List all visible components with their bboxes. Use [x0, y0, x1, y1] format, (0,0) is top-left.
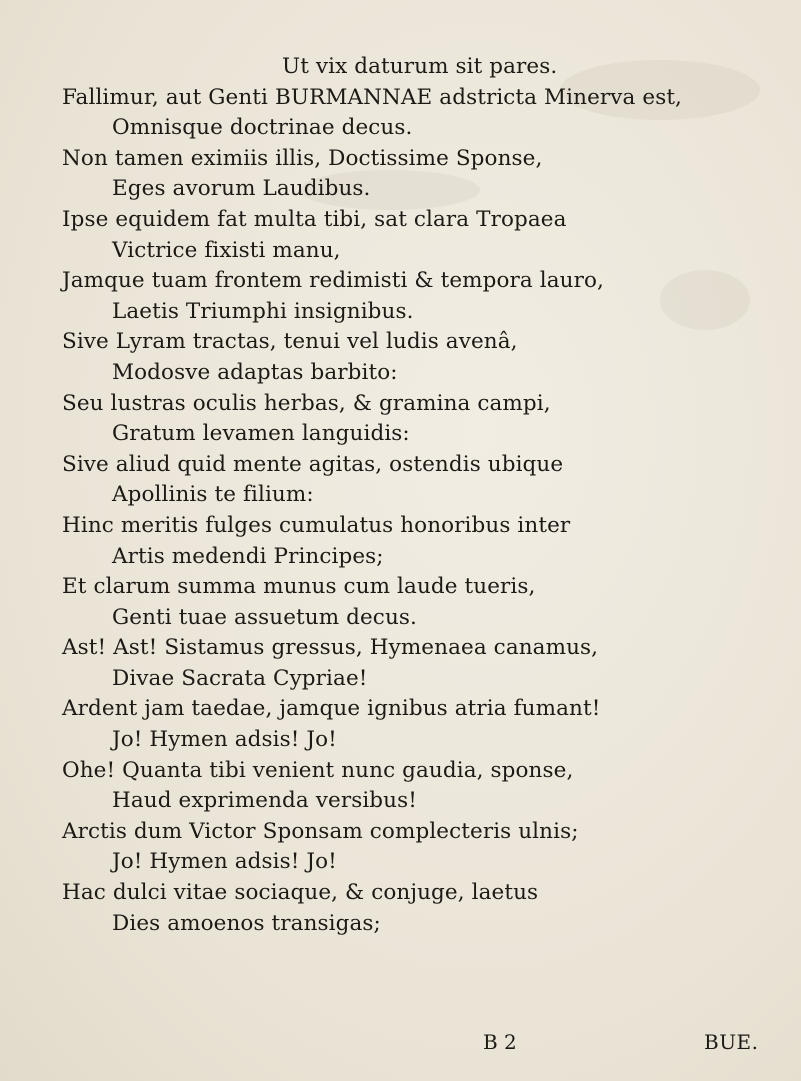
poem-line: Seu lustras oculis herbas, & gramina campi,: [62, 390, 551, 416]
poem-line: Apollinis te filium:: [112, 482, 314, 508]
signature-mark: B 2: [483, 1030, 517, 1054]
poem-line: Haud exprimenda versibus!: [112, 788, 417, 814]
poem-text: [62, 52, 762, 939]
poem-line: Jo! Hymen adsis! Jo!: [112, 849, 337, 875]
poem-line: Modosve adaptas barbito:: [112, 359, 398, 385]
poem-line: Laetis Triumphi insignibus.: [112, 298, 414, 324]
poem-line: Omnisque doctrinae decus.: [112, 115, 413, 141]
poem-line: Sive Lyram tractas, tenui vel ludis avenâ,: [62, 329, 518, 355]
poem-line: Et clarum summa munus cum laude tueris,: [62, 574, 536, 600]
poem-line: Sive aliud quid mente agitas, ostendis ubique: [62, 451, 564, 477]
poem-line: Fallimur, aut Genti BURMANNAE adstricta Minerva est,: [62, 84, 682, 110]
poem-line: Ohe! Quanta tibi venient nunc gaudia, sponse,: [62, 757, 574, 783]
poem-line: Ast! Ast! Sistamus gressus, Hymenaea canamus,: [62, 635, 599, 661]
poem-line: Divae Sacrata Cypriae!: [112, 665, 368, 691]
poem-line: Ut vix daturum sit pares.: [282, 54, 558, 79]
catchword: BUE.: [704, 1030, 759, 1054]
poem-line: Victrice fixisti manu,: [112, 237, 341, 263]
poem-line: Dies amoenos transigas;: [112, 910, 381, 936]
poem-line: Hinc meritis fulges cumulatus honoribus inter: [62, 512, 571, 538]
poem-line: Ardent jam taedae, jamque ignibus atria fumant!: [62, 696, 601, 722]
poem-line: Jamque tuam frontem redimisti & tempora lauro,: [62, 268, 604, 294]
poem-line: Jo! Hymen adsis! Jo!: [112, 727, 337, 753]
poem-line: Arctis dum Victor Sponsam complecteris ulnis;: [62, 818, 579, 844]
poem-line: Eges avorum Laudibus.: [112, 176, 371, 202]
poem-line: Artis medendi Principes;: [112, 543, 384, 569]
page-footer: [0, 1030, 801, 1060]
poem-line: Genti tuae assuetum decus.: [112, 604, 417, 630]
poem-line: Gratum levamen languidis:: [112, 421, 410, 447]
poem-line: Non tamen eximiis illis, Doctissime Sponse,: [62, 145, 543, 171]
poem-line: Ipse equidem fat multa tibi, sat clara Tropaea: [62, 206, 567, 232]
poem-line: Hac dulci vitae sociaque, & conjuge, laetus: [62, 880, 539, 906]
